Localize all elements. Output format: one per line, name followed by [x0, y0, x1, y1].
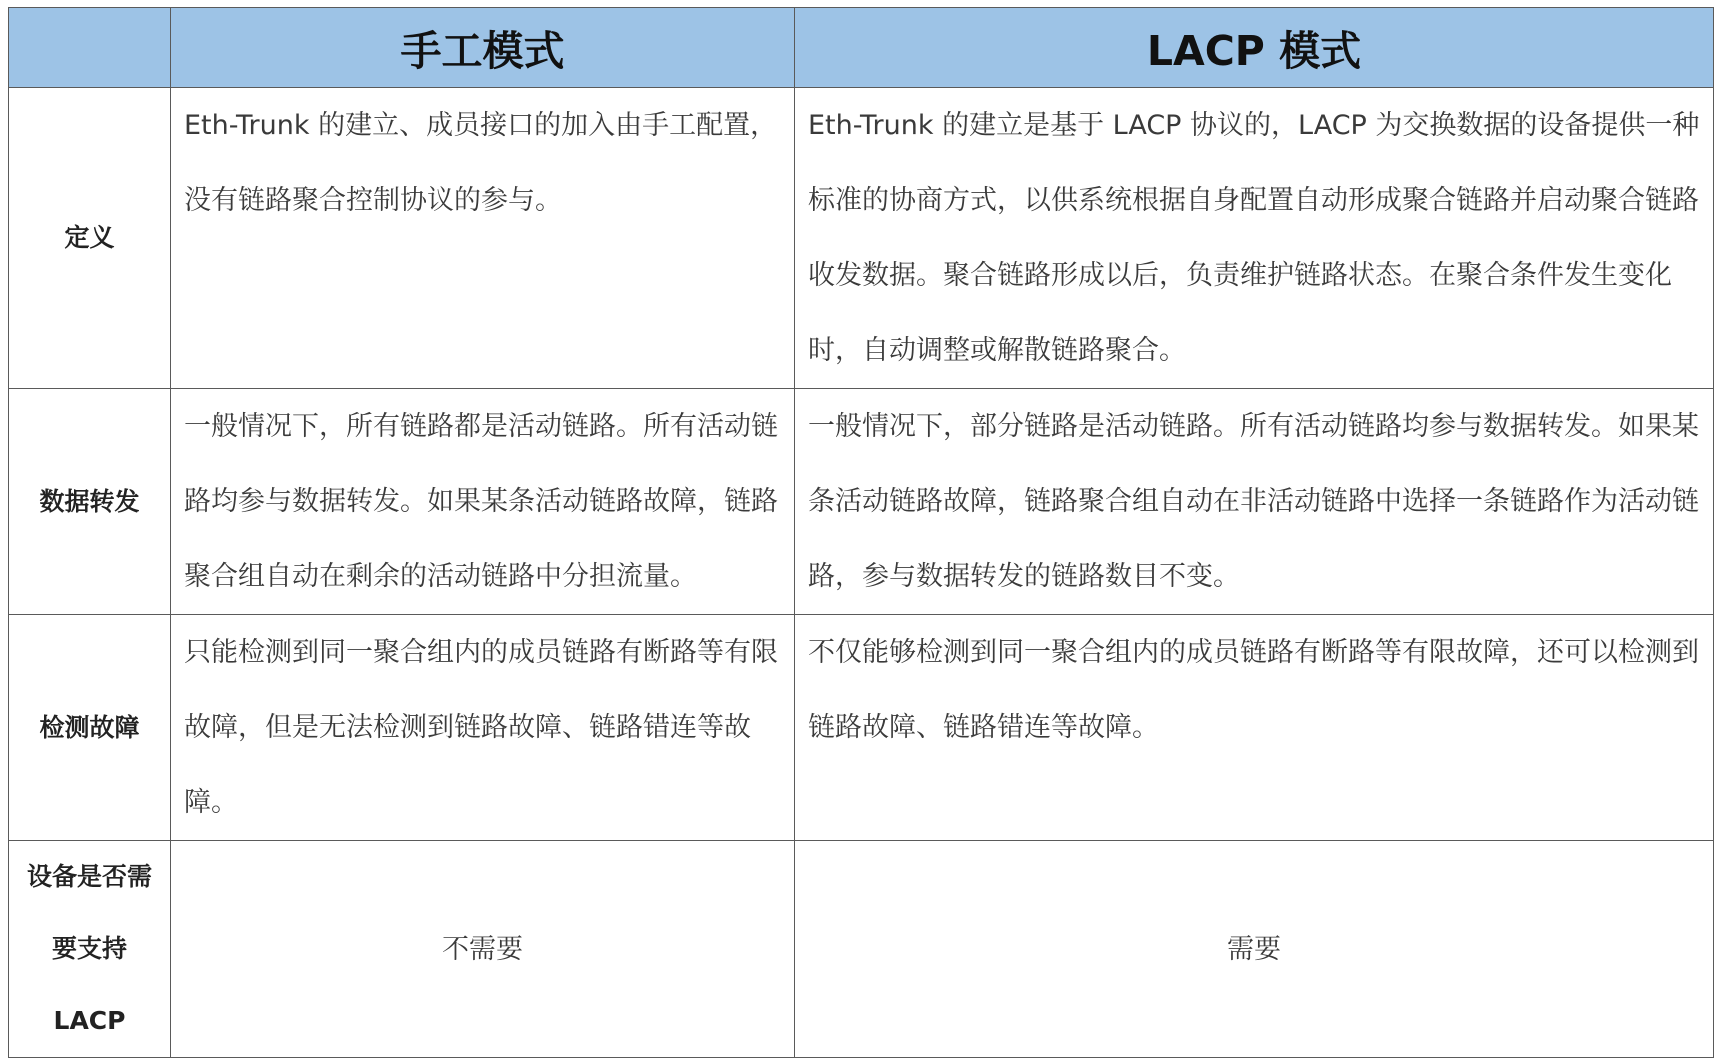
lacp-cell: Eth-Trunk 的建立是基于 LACP 协议的，LACP 为交换数据的设备提供一种标准的协商方式，以供系统根据自身配置自动形成聚合链路并启动聚合链路收发数据。聚合链路形成以后，负责维护链路状态。在聚合条件发生变化时，自动调整或解散链路聚合。: [795, 88, 1714, 389]
header-row: [9, 8, 1714, 88]
manual-cell: Eth-Trunk 的建立、成员接口的加入由手工配置，没有链路聚合控制协议的参与。: [171, 88, 795, 389]
header-corner: [9, 8, 171, 88]
header-manual-mode: 手工模式: [171, 8, 795, 88]
manual-cell: 只能检测到同一聚合组内的成员链路有断路等有限故障，但是无法检测到链路故障、链路错连等故障。: [171, 615, 795, 841]
row-label: 定义: [9, 88, 171, 389]
table-row: [9, 615, 1714, 841]
table-row: [9, 88, 1714, 389]
header-lacp-mode: LACP 模式: [795, 8, 1714, 88]
row-label: 设备是否需要支持 LACP: [9, 841, 171, 1058]
row-label: 检测故障: [9, 615, 171, 841]
row-label: 数据转发: [9, 389, 171, 615]
comparison-table: [8, 7, 1714, 1058]
manual-cell: 不需要: [171, 841, 795, 1058]
table-row: [9, 389, 1714, 615]
lacp-cell: 不仅能够检测到同一聚合组内的成员链路有断路等有限故障，还可以检测到链路故障、链路错连等故障。: [795, 615, 1714, 841]
table-row: [9, 841, 1714, 1058]
lacp-cell: 需要: [795, 841, 1714, 1058]
manual-cell: 一般情况下，所有链路都是活动链路。所有活动链路均参与数据转发。如果某条活动链路故障，链路聚合组自动在剩余的活动链路中分担流量。: [171, 389, 795, 615]
lacp-cell: 一般情况下，部分链路是活动链路。所有活动链路均参与数据转发。如果某条活动链路故障，链路聚合组自动在非活动链路中选择一条链路作为活动链路，参与数据转发的链路数目不变。: [795, 389, 1714, 615]
